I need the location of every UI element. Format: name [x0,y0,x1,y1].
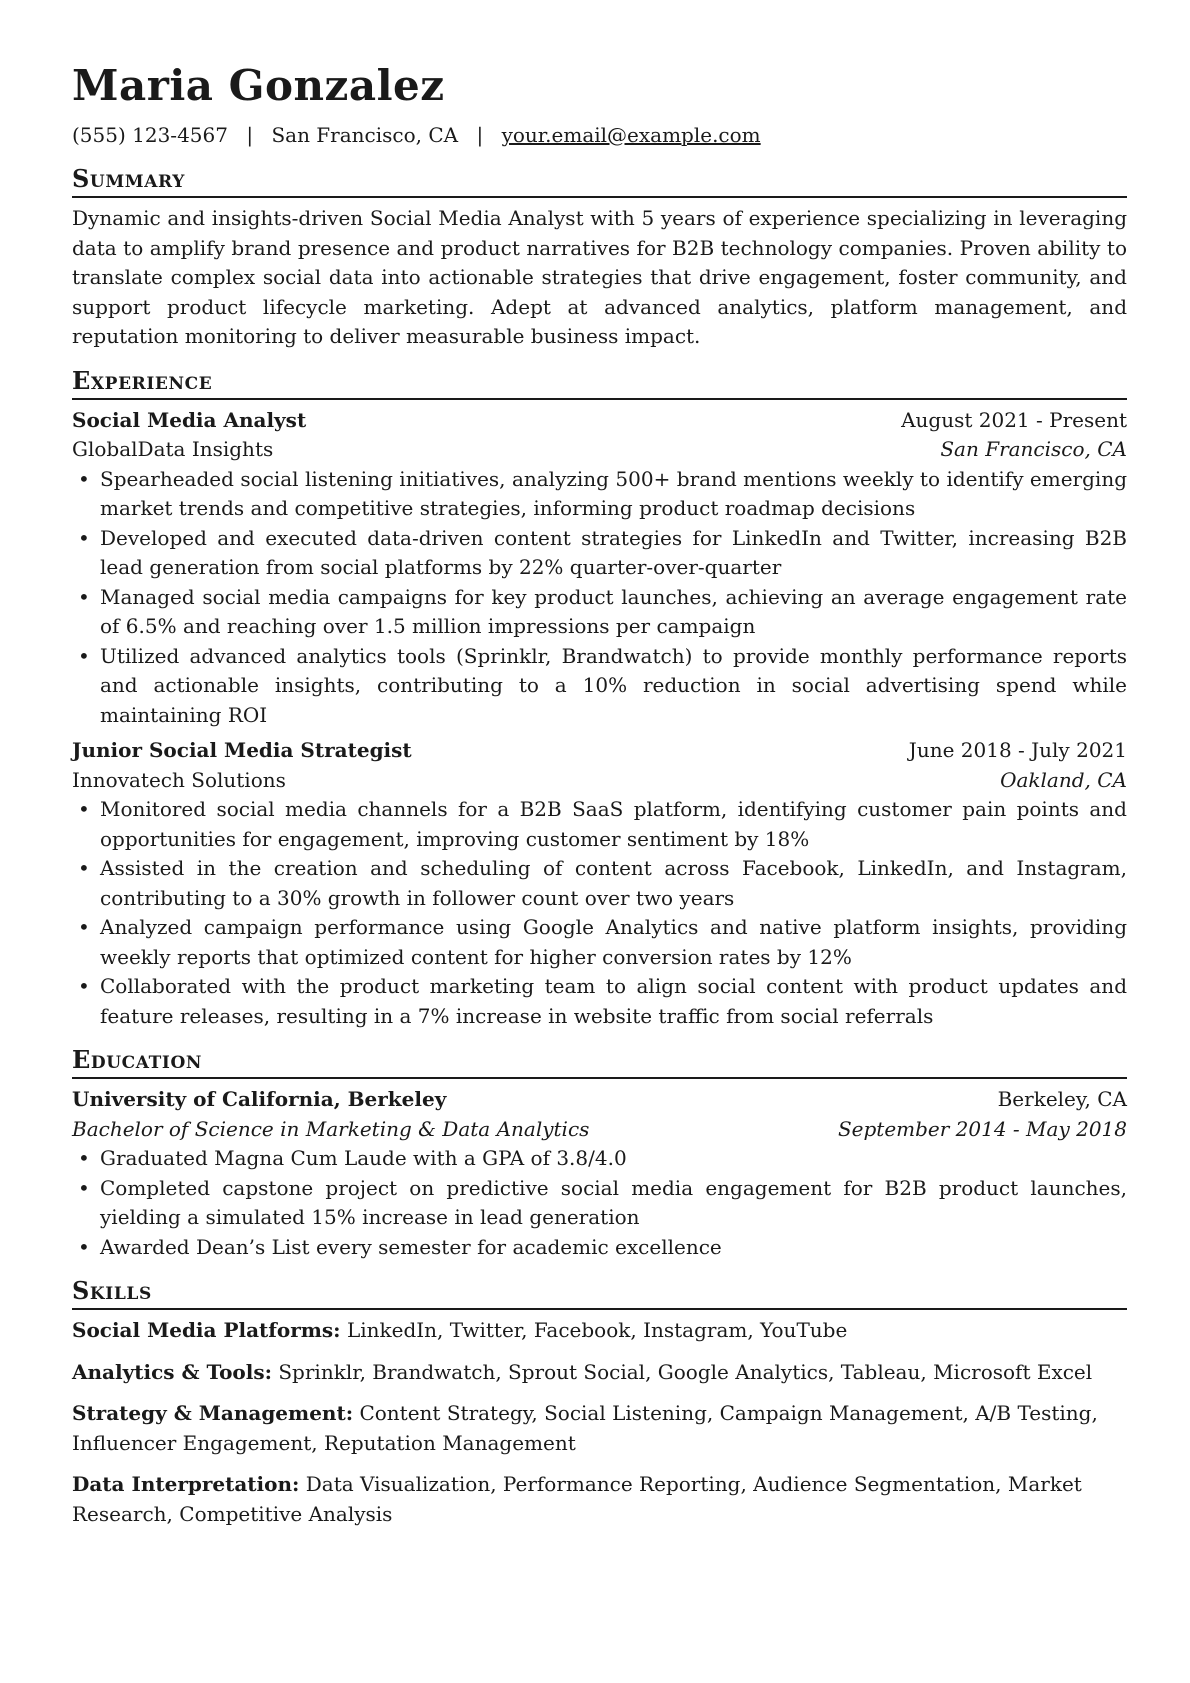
job-header [72,406,1127,436]
bullet-item: • Monitored social media channels for a B2B SaaS platform, identifying customer pain points and opportunities for engagement, improving customer sentiment by 18% [100,795,1127,854]
job-subheader [72,435,1127,465]
phone: (555) 123-4567 [72,123,228,147]
bullet-item: • Managed social media campaigns for key product launches, achieving an average engagement rate of 6.5% and reaching over 1.5 million impressions per campaign [100,583,1127,642]
bullet-item: • Assisted in the creation and scheduling of content across Facebook, LinkedIn, and Instagram, contributing to a 30% growth in follower count over two years [100,854,1127,913]
summary-text: Dynamic and insights-driven Social Media Analyst with 5 years of experience specializing in leveraging data to amplify brand presence and product narratives for B2B technology companies. Proven ability to translate complex social data into actionable strategies that drive engagement, foster community, and support product lifecycle marketing. Adept at advanced analytics, platform management, and reputation monitoring to deliver measurable business impact. [72,206,1127,348]
job-entry [72,406,1127,731]
bullet-item: • Completed capstone project on predictive social media engagement for B2B product launches, yielding a simulated 15% increase in lead generation [100,1174,1127,1233]
location: San Francisco, CA [271,123,459,147]
skill-value: Data Visualization, Performance Reporting, Audience Segmentation, Market Research, Competitive Analysis [72,1472,1082,1526]
job-header [72,736,1127,766]
job-subheader [72,766,1127,796]
section-title-education: Education [72,1043,1127,1079]
school-location: Berkeley, CA [997,1087,1127,1111]
skill-row [72,1358,1127,1388]
education-subheader [72,1115,1127,1145]
job-dates: June 2018 - July 2021 [908,738,1127,762]
job-dates: August 2021 - Present [901,407,1127,432]
bullet-item: • Spearheaded social listening initiatives, analyzing 500+ brand mentions weekly to identify emerging market trends and competitive strategies, informing product roadmap decisions [100,465,1127,524]
degree: Bachelor of Science in Marketing & Data Analytics [72,1116,590,1141]
job-entry [72,736,1127,1031]
job-role: Social Media Analyst [72,407,307,432]
job-bullets [72,465,1127,731]
skill-label: Data Interpretation: [72,1472,300,1496]
job-location: San Francisco, CA [940,437,1127,461]
education-dates: September 2014 - May 2018 [837,1116,1127,1141]
separator: | [476,123,484,147]
skill-label: Analytics & Tools: [72,1359,272,1384]
school-name: University of California, Berkeley [72,1087,447,1111]
section-title-summary: Summary [72,162,1127,198]
bullet-item: • Utilized advanced analytics tools (Sprinklr, Brandwatch) to provide monthly performance reports and actionable insights, contributing to a 10% reduction in social advertising spend while maintaining ROI [100,642,1127,731]
candidate-name: Maria Gonzalez [72,61,445,110]
skill-row [72,1470,1127,1529]
education-bullets [72,1144,1127,1262]
job-location: Oakland, CA [1000,767,1127,792]
job-bullets [72,795,1127,1031]
bullet-item: • Collaborated with the product marketing team to align social content with product updates and feature releases, resulting in a 7% increase in website traffic from social referrals [100,972,1127,1031]
email-link[interactable]: your.email@example.com [501,123,761,147]
bullet-item: • Analyzed campaign performance using Google Analytics and native platform insights, providing weekly reports that optimized content for higher conversion rates by 12% [100,913,1127,972]
skill-label: Strategy & Management: [72,1401,354,1425]
contact-line [72,120,1127,150]
job-company: Innovatech Solutions [72,767,286,792]
job-company: GlobalData Insights [72,437,274,461]
skill-value: LinkedIn, Twitter, Facebook, Instagram, YouTube [346,1318,848,1342]
bullet-item: • Graduated Magna Cum Laude with a GPA of 3.8/4.0 [100,1144,1127,1174]
section-title-experience: Experience [72,364,1127,400]
skill-value: Sprinklr, Brandwatch, Sprout Social, Google Analytics, Tableau, Microsoft Excel [278,1359,1093,1384]
skill-row [72,1399,1127,1458]
separator: | [246,123,254,147]
bullet-item: • Developed and executed data-driven content strategies for LinkedIn and Twitter, increasing B2B lead generation from social platforms by 22% quarter-over-quarter [100,524,1127,583]
section-title-skills: Skills [72,1274,1127,1310]
skills-list [72,1316,1127,1529]
job-role: Junior Social Media Strategist [72,738,412,762]
bullet-item: • Awarded Dean’s List every semester for academic excellence [100,1233,1127,1263]
skill-label: Social Media Platforms: [72,1318,341,1342]
skill-value: Content Strategy, Social Listening, Campaign Management, A/B Testing, Influencer Engagement, Reputation Management [72,1401,1098,1455]
skill-row [72,1316,1127,1346]
education-entry [72,1085,1127,1262]
education-header [72,1085,1127,1115]
